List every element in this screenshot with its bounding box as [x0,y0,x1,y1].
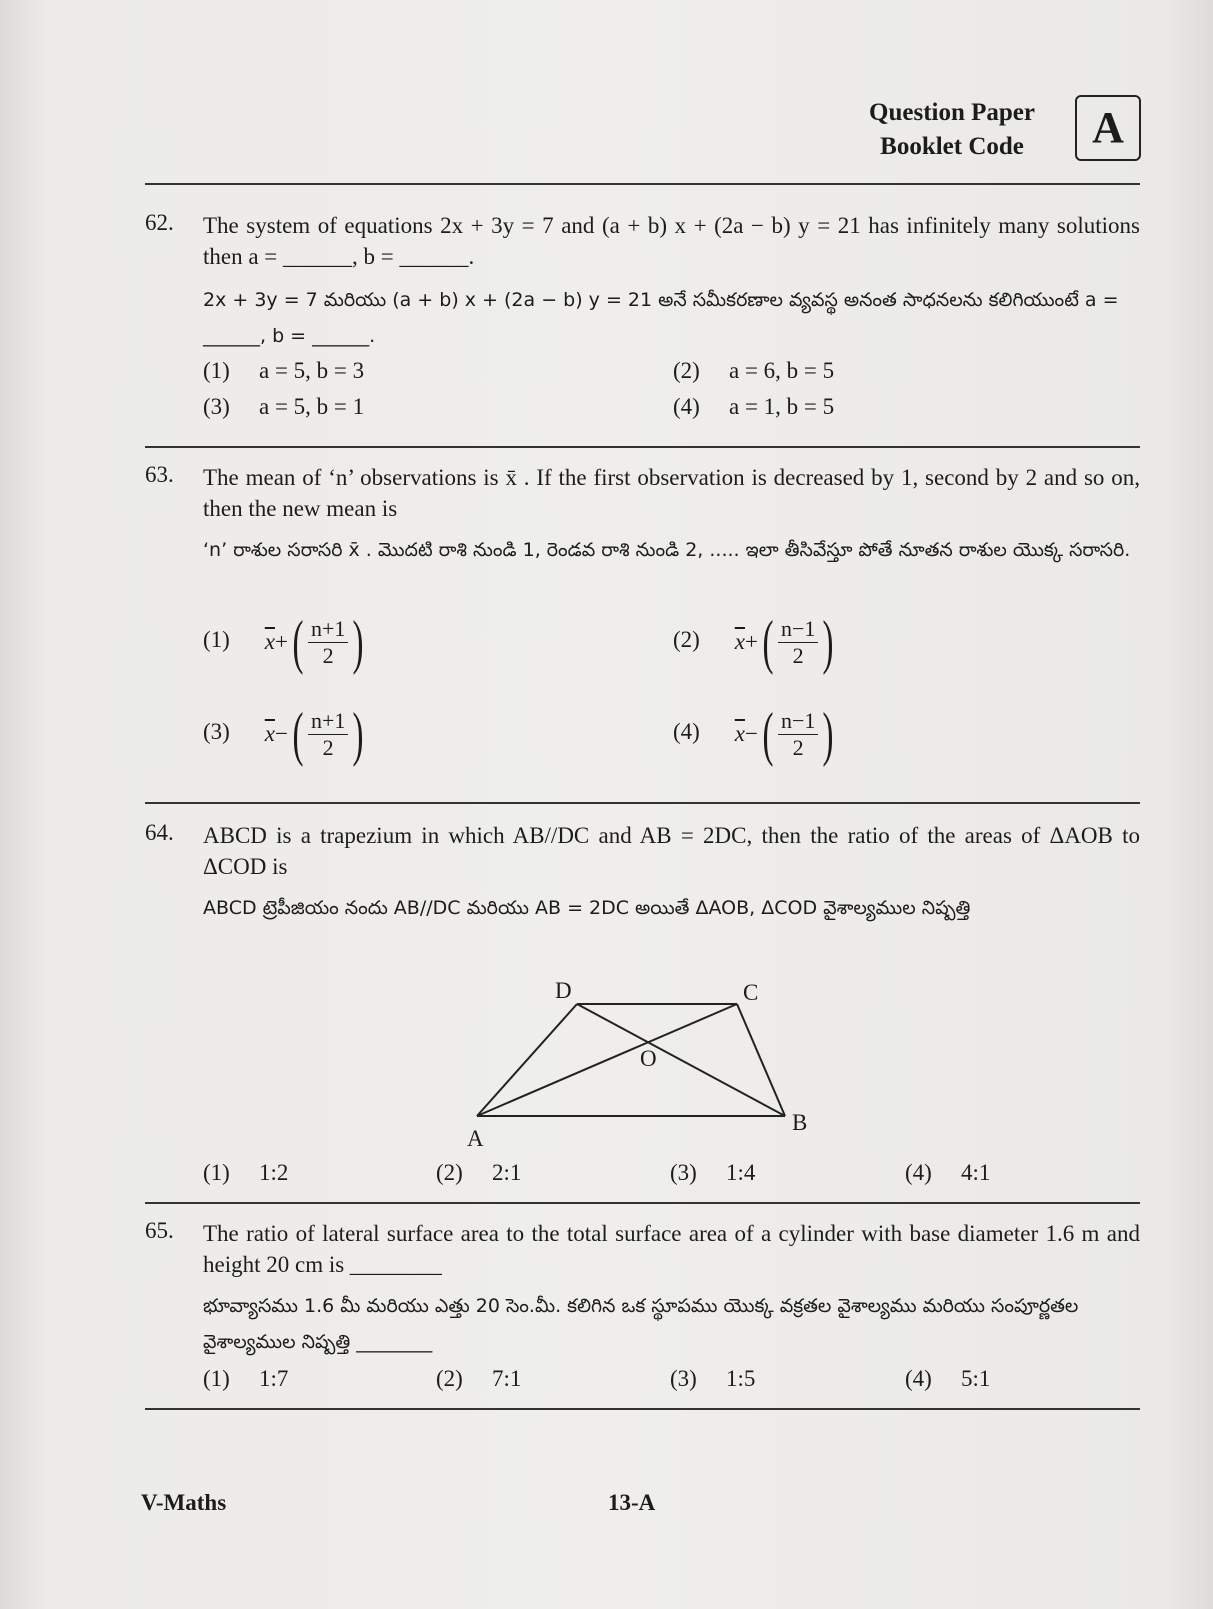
trapezium-figure [455,978,808,1158]
x-bar: $\overline{x}$ [264,721,275,746]
label-c: C [743,980,759,1005]
fraction-denominator: 2 [322,734,334,760]
sign: + [744,629,758,654]
label-o: O [640,1046,657,1071]
x-bar: $\overline{x}$ [734,721,745,746]
fraction-numerator: n−1 [778,616,818,643]
option-number: (4) [905,1160,932,1185]
option-number: (4) [673,394,700,419]
option-number: (3) [203,394,230,419]
fraction-denominator: 2 [792,642,804,668]
option-text: 2:1 [492,1160,522,1185]
fraction-numerator: n+1 [308,616,348,643]
option-2[interactable] [673,358,834,384]
option-text: 1:4 [726,1160,756,1185]
option-3[interactable] [203,394,364,420]
option-text: a = 6, b = 5 [729,358,835,383]
option-text: 1:7 [259,1366,289,1391]
question-number: 62. [145,210,174,235]
option-1[interactable] [203,1366,288,1392]
option-number: (3) [670,1160,697,1185]
fraction-numerator: n+1 [308,708,348,735]
option-1[interactable] [203,358,364,384]
option-4[interactable] [905,1366,990,1392]
question-text-english: The system of equations 2x + 3y = 7 and (a + b) x + (2a − b) y = 21 has infinitely many solutions then a = ______, b = ______. [203,213,1140,269]
option-number: (2) [436,1366,463,1391]
divider [145,802,1140,804]
divider [145,183,1140,185]
option-number: (1) [203,358,230,383]
footer-subject: V-Maths [141,1490,227,1515]
header-line-1: Question Paper [869,99,1035,126]
option-text: a = 5, b = 3 [259,358,365,383]
option-text: a = 1, b = 5 [729,394,835,419]
option-2[interactable] [436,1160,521,1186]
option-2[interactable]: (2) $\overline{x}$ + ( $\frac{n-1}{2}$ ) [673,609,834,675]
header-line-2: Booklet Code [880,133,1024,160]
option-text: 7:1 [492,1366,522,1391]
option-text: 1:2 [259,1160,289,1185]
option-number: (1) [203,1366,230,1391]
option-number: (2) [673,358,700,383]
option-text: 1:5 [726,1366,756,1391]
label-b: B [792,1110,808,1135]
option-4[interactable]: (4) $\overline{x}$ − ( $\frac{n-1}{2}$ ) [673,701,834,767]
question-text-english: ABCD is a trapezium in which AB//DC and AB = 2DC, then the ratio of the areas of ΔAOB to ΔCOD is [203,823,1140,879]
sign: + [274,629,288,654]
booklet-code-label [869,96,1035,164]
option-text: 4:1 [961,1160,991,1185]
option-number: (2) [673,627,700,653]
option-3[interactable] [670,1366,755,1392]
option-text: a = 5, b = 1 [259,394,365,419]
option-2[interactable] [436,1366,521,1392]
x-bar: $\overline{x}$ [264,629,275,654]
side-bc [737,1004,785,1116]
side-ad [477,1004,577,1116]
sign: − [274,721,288,746]
option-number: (3) [670,1366,697,1391]
label-d: D [555,978,572,1003]
question-text-telugu: భూవ్యాసము 1.6 మీ మరియు ఎత్తు 20 సెం.మీ. కలిగిన ఒక స్థూపము యొక్క వక్రతల వైశాల్యము మరియు సంపూర్ణతల వైశాల్యముల నిష్పత్తి ________ [203,1295,1079,1353]
footer-page-number: 13-A [608,1490,656,1515]
question-number: 63. [145,462,174,487]
option-number: (1) [203,627,230,653]
option-1[interactable] [203,1160,288,1186]
option-3[interactable] [670,1160,755,1186]
option-number: (4) [905,1366,932,1391]
question-text-english: The ratio of lateral surface area to the total surface area of a cylinder with base diameter 1.6 m and height 20 cm is ________ [203,1221,1140,1277]
fraction-numerator: n−1 [778,708,818,735]
divider [145,1202,1140,1204]
option-text: 5:1 [961,1366,991,1391]
x-bar: $\overline{x}$ [734,629,745,654]
option-number: (1) [203,1160,230,1185]
label-a: A [467,1126,484,1151]
booklet-code-box: A [1075,95,1141,161]
option-4[interactable] [673,394,834,420]
sign: − [744,721,758,746]
option-1[interactable]: (1) $\overline{x}$ + ( $\frac{n+1}{2}$ ) [203,609,364,675]
question-text-telugu: ‘n’ రాశుల సరాసరి x̄ . మొదటి రాశి నుండి 1, రెండవ రాశి నుండి 2, ..... ఇలా తీసివేస్తూ పోతే నూతన రాశుల యొక్క సరాసరి. [203,539,1131,561]
question-text-telugu: 2x + 3y = 7 మరియు (a + b) x + (2a − b) y = 21 అనే సమీకరణాల వ్యవస్థ అనంత సాధనలను కలిగియుంటే a = ______, b = ______. [203,289,1119,347]
option-number: (2) [436,1160,463,1185]
question-number: 64. [145,820,174,845]
question-text-telugu: ABCD ట్రెపీజియం నందు AB//DC మరియు AB = 2DC అయితే ΔAOB, ΔCOD వైశాల్యముల నిష్పత్తి [203,897,971,919]
fraction-denominator: 2 [792,734,804,760]
question-text-english: The mean of ‘n’ observations is x̄ . If the first observation is decreased by 1, second by 2 and so on, then the new mean is [203,465,1140,521]
fraction-denominator: 2 [322,642,334,668]
option-number: (4) [673,719,700,745]
divider [145,446,1140,448]
divider [145,1408,1140,1410]
question-number: 65. [145,1218,174,1243]
option-number: (3) [203,719,230,745]
option-4[interactable] [905,1160,990,1186]
option-3[interactable]: (3) $\overline{x}$ − ( $\frac{n+1}{2}$ ) [203,701,364,767]
